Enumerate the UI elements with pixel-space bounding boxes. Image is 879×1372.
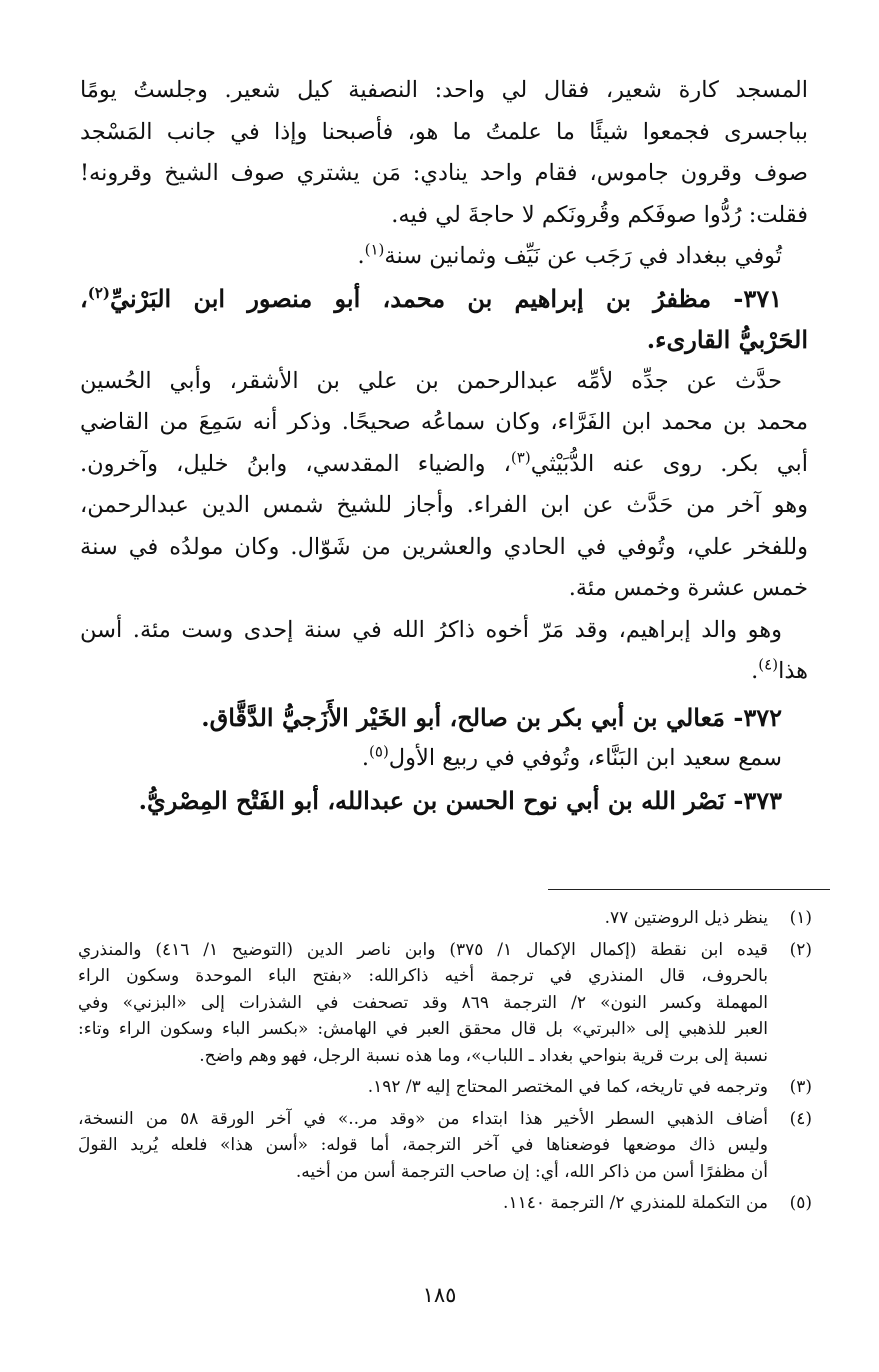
period: . [361,745,370,771]
entry-371-heading [80,278,808,320]
text-line: بباجسرى فجمعوا شيئًا ما علمتُ ما هو، فأصبحنا وإذا في جانب المَسْجد [80,118,808,145]
text-line: خمس عشرة وخمس مئة. [568,575,808,601]
text-line: صوف وقرون جاموس، فقام واحد ينادي: مَن يشتري صوف الشيخ وقرونه! [80,160,808,186]
footnotes [78,905,812,1217]
page-number: ١٨٥ [422,1283,457,1307]
footnote-3 [78,1074,812,1101]
text-line: وهو آخر من حَدَّث عن ابن الفراء. وأجاز للشيخ شمس الدين عبدالرحمن، [80,492,808,518]
period: . [357,243,365,269]
footnote-number: (١) [789,908,812,928]
footnote-1 [78,905,812,932]
footnote-marker-4: (٤) [758,655,779,674]
entry-371-name: ٣٧١- مظفرُ بن إبراهيم بن محمد، أبو منصور ابن البَرْنيِّ [110,283,782,313]
footnote-4 [78,1106,812,1186]
footnote-line: ينظر ذيل الروضتين ٧٧. [604,908,768,928]
death-note-line [80,236,808,278]
entry-372-heading: ٣٧٢- مَعالي بن أبي بكر بن صالح، أبو الخَيْر الأَزَجيُّ الدَّقَّاق. [201,702,782,732]
footnote-2 [78,937,812,1070]
footnote-marker-5: (٥) [369,742,389,761]
footnote-text [78,937,768,1070]
footnote-number: (٤) [789,1108,812,1129]
footnote-line: من التكملة للمنذري ٢/ الترجمة ١١٤٠. [503,1193,768,1213]
text-line [80,444,808,486]
footnote-line: بالحروف، قال المنذري في ترجمة أخيه ذاكرالله: «بفتح الباء الموحدة وسكون الراء [78,966,768,986]
footnote-line: العبر للذهبي إلى «البرتي» بل قال محقق العبر في الهامش: «بكسر الباء وسكون الراء وتاء: [78,1019,768,1039]
footnote-marker-2: (٢) [87,283,111,302]
footnote-text [78,1106,768,1186]
footnote-line: وترجمه في تاريخه، كما في المختصر المحتاج إليه ٣/ ١٩٢. [367,1077,768,1097]
footnote-line: وليس ذاك موضعها فوضعناها في آخر الترجمة، أما قوله: «أسن هذا» فلعله يُريد القولَ [78,1135,768,1155]
text-line: وللفخر علي، وتُوفي في الحادي والعشرين من شَوّال. وكان مولدُه في سنة [80,533,808,560]
comma: ، [80,283,88,313]
text-fragment: أبي بكر. روى عنه الدُّبَيْثي [530,450,808,477]
text-fragment: سمع سعيد ابن البَنَّاء، وتُوفي في ربيع الأول [388,745,782,771]
footnote-number: (٣) [789,1077,812,1097]
text-line [80,738,808,780]
text-fragment: هذا [778,658,808,684]
footnote-line: نسبة إلى برت قرية بنواحي بغداد ـ اللباب»، وما هذه نسبة الرجل، فهو وهم واضح. [199,1045,768,1066]
footnote-marker-1: (١) [364,240,385,259]
text-line: وهو والد إبراهيم، وقد مَرّ أخوه ذاكرُ الله في سنة إحدى وست مئة. أسن [80,616,782,643]
footnote-5 [78,1190,812,1217]
footnote-text [78,905,768,932]
entry-373-heading: ٣٧٣- نَصْر الله بن أبي نوح الحسن بن عبدالله، أبو الفَتْح المِصْريُّ. [138,785,782,815]
footnote-line: أضاف الذهبي السطر الأخير هذا ابتداء من «وقد مر..» في آخر الورقة ٥٨ من النسخة، [78,1108,768,1129]
footnote-line: المهملة وكسر النون» ٢/ الترجمة ٨٦٩ وقد تصحفت في الشذرات إلى «البزني» وفي [78,992,768,1013]
footnote-text [78,1074,768,1101]
footnote-divider [548,889,830,890]
period: . [751,658,759,684]
text-line: فقلت: رُدُّوا صوفَكم وقُرونَكم لا حاجةَ لي فيه. [391,201,808,228]
text-fragment: ، والضياء المقدسي، وابنُ خليل، وآخرون. [80,450,511,477]
footnote-line: أن مظفرًا أسن من ذاكر الله، أي: إن صاحب الترجمة أسن من أخيه. [295,1161,768,1182]
text-line [80,651,808,693]
footnote-line: قيده ابن نقطة (إكمال الإكمال ١/ ٣٧٥) وابن ناصر الدين (التوضيح ١/ ٤١٦) والمنذري [78,939,768,960]
footnote-text [78,1190,768,1217]
footnote-number: (٥) [789,1193,812,1213]
footnote-number: (٢) [789,939,812,960]
footnote-marker-3: (٣) [510,448,531,466]
entry-371-heading-cont: الحَرْبيُّ القارىء. [646,325,808,354]
main-text [80,70,808,821]
death-note-text: تُوفي ببغداد في رَجَب عن نَيِّف وثمانين سنة [384,243,782,269]
text-line: حدَّث عن جدِّه لأمِّه عبدالرحمن بن علي بن الأشقر، وأبي الحُسين [80,367,782,394]
text-line: المسجد كارة شعير، فقال لي واحد: النصفية كيل شعير. وجلستُ يومًا [80,77,808,103]
text-line: محمد بن محمد ابن الفَرَّاء، وكان سماعُه صحيحًا. وذكر أنه سَمِعَ من القاضي [80,409,808,435]
